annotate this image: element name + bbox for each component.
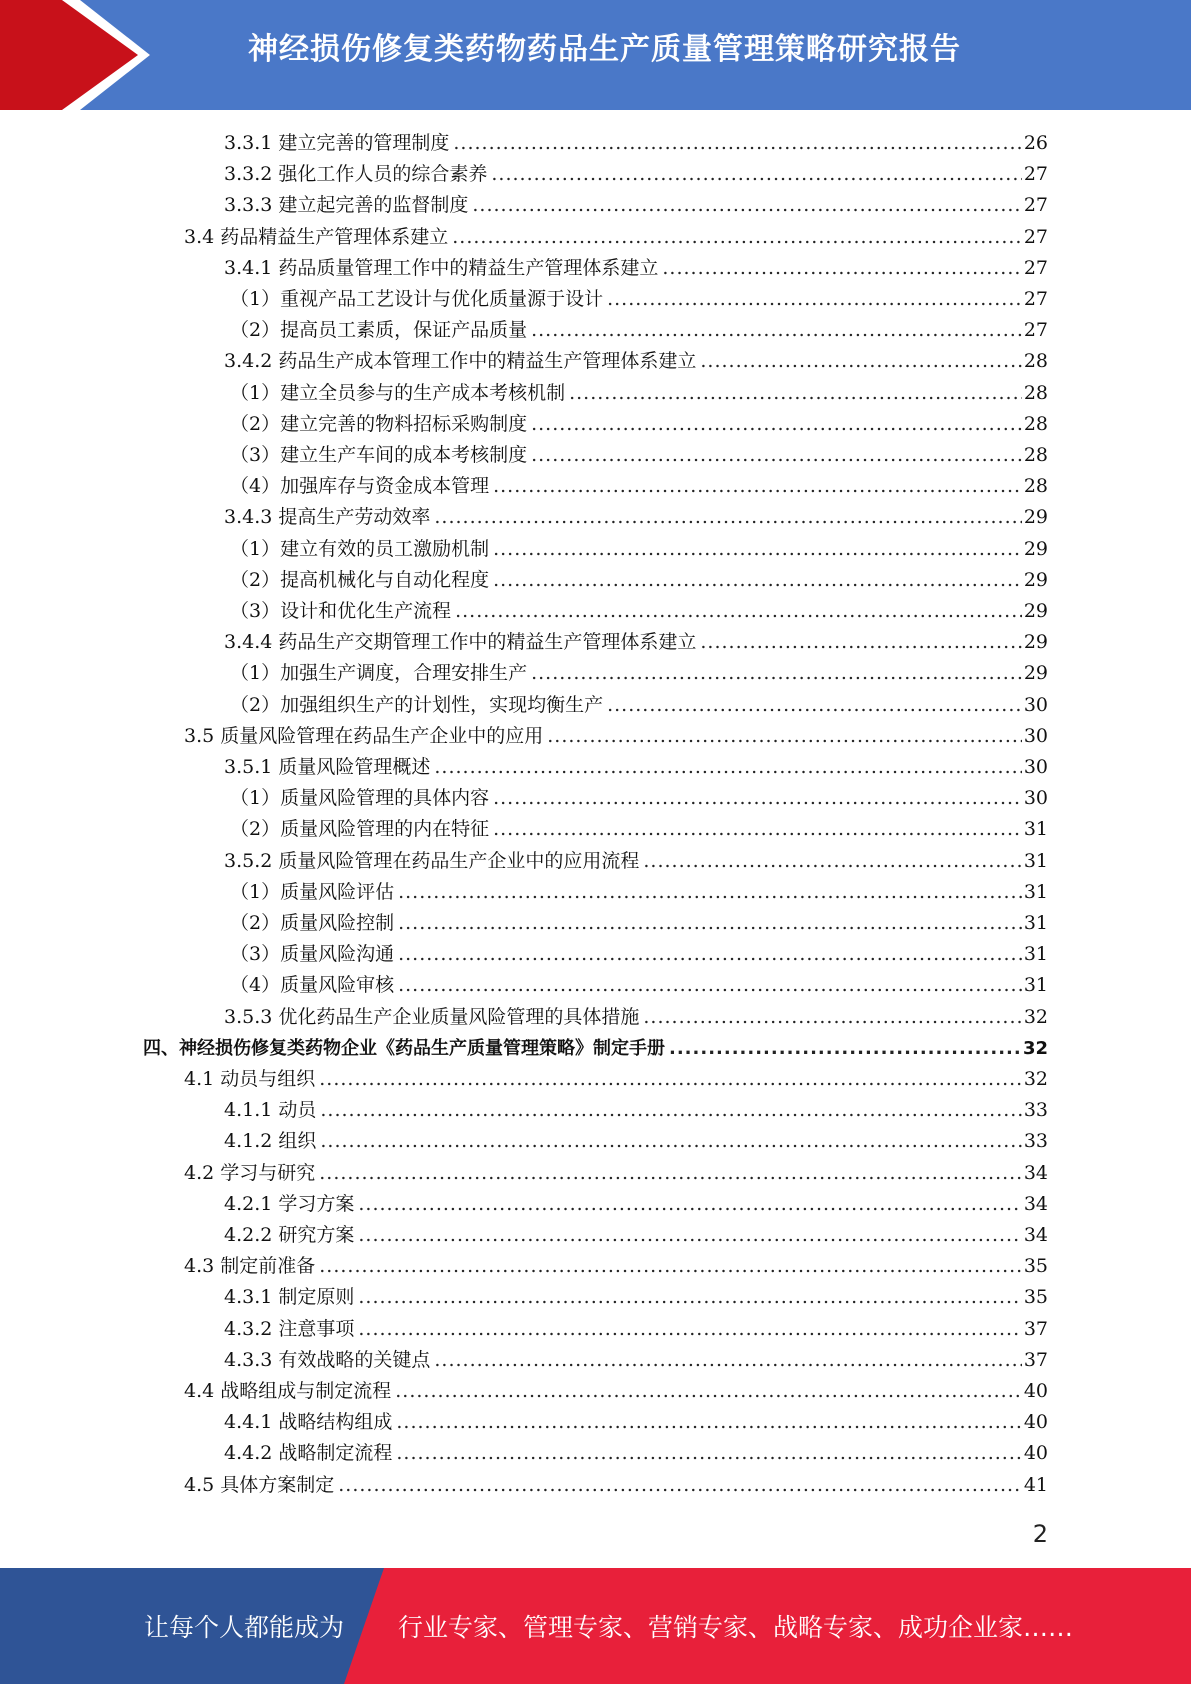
dot-leader	[358, 1189, 1021, 1220]
toc-entry[interactable]	[224, 846, 1048, 877]
toc-entry-title: 4.3 制定前准备	[184, 1255, 316, 1278]
toc-entry-title: （4）质量风险审核	[230, 974, 395, 997]
toc-entry-page: 37	[1023, 1317, 1048, 1340]
toc-entry-page: 34	[1023, 1224, 1048, 1246]
dot-leader	[607, 690, 1022, 721]
toc-entry-page: 31	[1023, 880, 1048, 903]
toc-entry[interactable]	[224, 1407, 1048, 1438]
dot-leader	[358, 1314, 1021, 1345]
toc-entry-title: 3.5.3 优化药品生产企业质量风险管理的具体措施	[224, 1005, 640, 1028]
toc-entry-title: 4.1.2 组织	[224, 1130, 317, 1153]
toc-entry-page: 34	[1023, 1192, 1048, 1215]
toc-entry-page: 29	[1023, 568, 1048, 591]
toc-entry[interactable]	[224, 1095, 1048, 1126]
toc-entry-page: 30	[1023, 787, 1048, 810]
toc-entry-title: （3）质量风险沟通	[230, 943, 395, 966]
dot-leader	[434, 502, 1021, 533]
toc-entry-title: （2）建立完善的物料招标采购制度	[230, 412, 528, 435]
toc-entry-title: （4）加强库存与资金成本管理	[230, 475, 490, 498]
toc-entry-page: 28	[1023, 444, 1048, 466]
toc-entry-page: 26	[1023, 132, 1048, 154]
toc-entry-page: 35	[1023, 1286, 1048, 1309]
toc-entry-page: 30	[1023, 724, 1048, 747]
toc-entry-title: 3.4.3 提高生产劳动效率	[224, 506, 431, 529]
toc-entry-title: 3.4.2 药品生产成本管理工作中的精益生产管理体系建立	[224, 350, 697, 373]
dot-leader	[398, 939, 1022, 970]
toc-entry[interactable]	[230, 378, 1048, 409]
toc-entry[interactable]	[224, 1002, 1048, 1033]
toc-entry[interactable]	[230, 440, 1048, 471]
toc-entry[interactable]	[230, 908, 1048, 939]
header-band	[0, 0, 1191, 110]
toc-entry-title: 3.4 药品精益生产管理体系建立	[184, 225, 449, 248]
toc-entry-title: 3.3.1 建立完善的管理制度	[224, 132, 450, 154]
header-arrow-decoration	[0, 0, 160, 110]
toc-entry-title: （1）建立有效的员工激励机制	[230, 537, 490, 560]
dot-leader	[455, 596, 1022, 627]
dot-leader	[700, 346, 1021, 377]
footer-band	[0, 1568, 1191, 1684]
toc-entry[interactable]	[224, 159, 1048, 190]
page-number: 2	[1032, 1520, 1048, 1548]
toc-entry[interactable]	[230, 284, 1048, 315]
toc-entry-title: （1）质量风险管理的具体内容	[230, 787, 490, 810]
toc-entry-page: 28	[1023, 412, 1048, 435]
toc-entry[interactable]	[230, 315, 1048, 346]
dot-leader	[643, 846, 1021, 877]
toc-entry[interactable]	[224, 752, 1048, 783]
toc-entry-title: 3.5.2 质量风险管理在药品生产企业中的应用流程	[224, 849, 640, 872]
dot-leader	[320, 1095, 1021, 1126]
toc-entry[interactable]	[230, 658, 1048, 689]
toc-entry-title: （2）提高机械化与自动化程度	[230, 568, 490, 591]
toc-entry[interactable]	[184, 1376, 1048, 1407]
toc-entry-page: 31	[1023, 912, 1048, 934]
toc-entry[interactable]	[184, 222, 1048, 253]
dot-leader	[396, 1407, 1021, 1438]
toc-entry-title: 4.4.1 战略结构组成	[224, 1411, 393, 1434]
toc-entry-page: 30	[1023, 756, 1048, 778]
dot-leader	[493, 565, 1022, 596]
toc-entry-page: 33	[1023, 1130, 1048, 1153]
toc-entry[interactable]	[184, 1470, 1048, 1501]
toc-entry-page: 29	[1023, 600, 1048, 622]
toc-entry-page: 29	[1023, 662, 1048, 685]
dot-leader	[472, 190, 1021, 221]
toc-entry[interactable]	[230, 534, 1048, 565]
toc-entry-page: 28	[1023, 381, 1048, 404]
toc-entry-page: 29	[1023, 631, 1048, 654]
dot-leader	[453, 128, 1021, 159]
toc-entry[interactable]	[230, 471, 1048, 502]
dot-leader	[493, 534, 1022, 565]
toc-entry-title: 4.3.2 注意事项	[224, 1317, 355, 1340]
toc-entry-title: 4.3.1 制定原则	[224, 1286, 355, 1309]
toc-entry-title: 4.1.1 动员	[224, 1099, 317, 1122]
toc-entry[interactable]	[224, 1282, 1048, 1313]
toc-entry-title: （1）建立全员参与的生产成本考核机制	[230, 381, 566, 404]
toc-entry-page: 27	[1023, 194, 1048, 217]
toc-entry-title: 3.4.1 药品质量管理工作中的精益生产管理体系建立	[224, 256, 659, 279]
toc-entry-page: 27	[1023, 163, 1048, 186]
toc-entry-title: （1）重视产品工艺设计与优化质量源于设计	[230, 288, 604, 310]
toc-entry[interactable]	[230, 783, 1048, 814]
toc-entry-page: 27	[1023, 288, 1048, 310]
toc-entry[interactable]	[184, 1064, 1048, 1095]
dot-leader	[434, 752, 1021, 783]
toc-entry-title: （2）加强组织生产的计划性，实现均衡生产	[230, 693, 604, 716]
dot-leader	[531, 409, 1022, 440]
dot-leader	[547, 721, 1022, 752]
dot-leader	[396, 1438, 1021, 1469]
toc-entry[interactable]	[224, 1126, 1048, 1157]
dot-leader	[319, 1251, 1022, 1282]
dot-leader	[320, 1126, 1021, 1157]
toc-entry-title: 4.5 具体方案制定	[184, 1473, 335, 1496]
dot-leader	[700, 627, 1021, 658]
dot-leader	[395, 1376, 1022, 1407]
toc-entry-page: 29	[1023, 537, 1048, 560]
toc-entry[interactable]	[230, 690, 1048, 721]
toc-entry[interactable]	[224, 253, 1048, 284]
toc-entry-title: （2）质量风险控制	[230, 912, 395, 934]
dot-leader	[569, 378, 1022, 409]
dot-leader	[319, 1064, 1022, 1095]
toc-entry-title: （3）设计和优化生产流程	[230, 600, 452, 622]
toc-entry-title: 4.3.3 有效战略的关键点	[224, 1348, 431, 1371]
toc-entry[interactable]	[224, 1189, 1048, 1220]
dot-leader	[643, 1002, 1021, 1033]
toc-entry[interactable]	[224, 627, 1048, 658]
toc-entry-title: （1）加强生产调度，合理安排生产	[230, 662, 528, 685]
toc-entry[interactable]	[230, 596, 1048, 627]
dot-leader	[338, 1470, 1022, 1501]
toc-entry[interactable]	[224, 1345, 1048, 1376]
toc-entry-title: 4.1 动员与组织	[184, 1068, 316, 1090]
toc-entry[interactable]	[230, 565, 1048, 596]
toc-entry-page: 33	[1023, 1099, 1048, 1122]
toc-entry-page: 31	[1023, 943, 1048, 966]
dot-leader	[398, 908, 1022, 939]
toc-entry-page: 32	[1023, 1068, 1048, 1090]
toc-entry-page: 32	[1022, 1037, 1048, 1059]
toc-entry-page: 31	[1023, 974, 1048, 997]
toc-entry-title: 4.4.2 战略制定流程	[224, 1442, 393, 1465]
toc-entry-title: 3.3.2 强化工作人员的综合素养	[224, 163, 488, 186]
toc-entry-page: 27	[1023, 225, 1048, 248]
toc-entry-page: 40	[1023, 1442, 1048, 1465]
toc-entry-page: 31	[1023, 818, 1048, 841]
dot-leader	[452, 222, 1022, 253]
dot-leader	[493, 783, 1022, 814]
toc-entry[interactable]	[143, 1033, 1048, 1064]
toc-entry-title: 4.2.1 学习方案	[224, 1192, 355, 1215]
toc-entry-page: 40	[1023, 1411, 1048, 1434]
toc-entry-title: 3.5.1 质量风险管理概述	[224, 756, 431, 778]
toc-entry[interactable]	[224, 190, 1048, 221]
toc-entry-page: 31	[1023, 849, 1048, 872]
dot-leader	[358, 1220, 1021, 1251]
toc-entry-page: 35	[1023, 1255, 1048, 1278]
toc-entry[interactable]	[224, 1220, 1048, 1251]
dot-leader	[434, 1345, 1021, 1376]
toc-entry-title: （2）质量风险管理的内在特征	[230, 818, 490, 841]
toc-entry-title: 4.2.2 研究方案	[224, 1224, 355, 1246]
toc-entry[interactable]	[230, 409, 1048, 440]
dot-leader	[491, 159, 1021, 190]
toc-entry-page: 29	[1023, 506, 1048, 529]
toc-entry[interactable]	[224, 346, 1048, 377]
toc-entry[interactable]	[224, 128, 1048, 159]
footer-slogan-left: 让每个人都能成为	[144, 1613, 345, 1642]
dot-leader	[493, 471, 1022, 502]
toc-entry[interactable]	[224, 502, 1048, 533]
dot-leader	[398, 970, 1022, 1001]
toc-entry-title: （3）建立生产车间的成本考核制度	[230, 444, 528, 466]
toc-entry-title: 3.5 质量风险管理在药品生产企业中的应用	[184, 724, 544, 747]
toc-entry[interactable]	[184, 1158, 1048, 1189]
toc-entry-title: 4.2 学习与研究	[184, 1161, 316, 1184]
toc-entry[interactable]	[224, 1314, 1048, 1345]
toc-entry[interactable]	[224, 1438, 1048, 1469]
toc-entry-title: 3.4.4 药品生产交期管理工作中的精益生产管理体系建立	[224, 631, 697, 654]
toc-entry-title: 4.4 战略组成与制定流程	[184, 1380, 392, 1402]
toc-entry-page: 27	[1023, 319, 1048, 342]
toc-entry-title: 3.3.3 建立起完善的监督制度	[224, 194, 469, 217]
dot-leader	[531, 440, 1022, 471]
toc-entry-page: 30	[1023, 693, 1048, 716]
toc-entry[interactable]	[230, 877, 1048, 908]
dot-leader	[607, 284, 1022, 315]
toc-entry-page: 28	[1023, 475, 1048, 498]
toc-entry[interactable]	[184, 721, 1048, 752]
toc-entry[interactable]	[230, 970, 1048, 1001]
toc-entry-title: （2）提高员工素质，保证产品质量	[230, 319, 528, 342]
toc-entry[interactable]	[230, 939, 1048, 970]
dot-leader	[358, 1282, 1021, 1313]
dot-leader	[319, 1158, 1022, 1189]
toc-entry-page: 41	[1023, 1473, 1048, 1496]
toc-entry-page: 28	[1023, 350, 1048, 373]
toc-entry-page: 27	[1023, 256, 1048, 279]
toc-entry-page: 32	[1023, 1005, 1048, 1028]
toc-entry[interactable]	[230, 814, 1048, 845]
toc-entry-page: 34	[1023, 1161, 1048, 1184]
dot-leader	[493, 814, 1022, 845]
toc-entry-page: 40	[1023, 1380, 1048, 1402]
toc-entry-page: 37	[1023, 1348, 1048, 1371]
dot-leader	[662, 253, 1021, 284]
footer-slogan-right: 行业专家、管理专家、营销专家、战略专家、成功企业家……	[398, 1613, 1074, 1642]
toc-entry-title: （1）质量风险评估	[230, 880, 395, 903]
toc-entry[interactable]	[184, 1251, 1048, 1282]
dot-leader	[669, 1033, 1021, 1064]
document-title: 神经损伤修复类药物药品生产质量管理策略研究报告	[248, 32, 961, 67]
toc-entry-title: 四、神经损伤修复类药物企业《药品生产质量管理策略》制定手册	[143, 1037, 665, 1059]
dot-leader	[531, 315, 1022, 346]
dot-leader	[531, 658, 1022, 689]
dot-leader	[398, 877, 1022, 908]
